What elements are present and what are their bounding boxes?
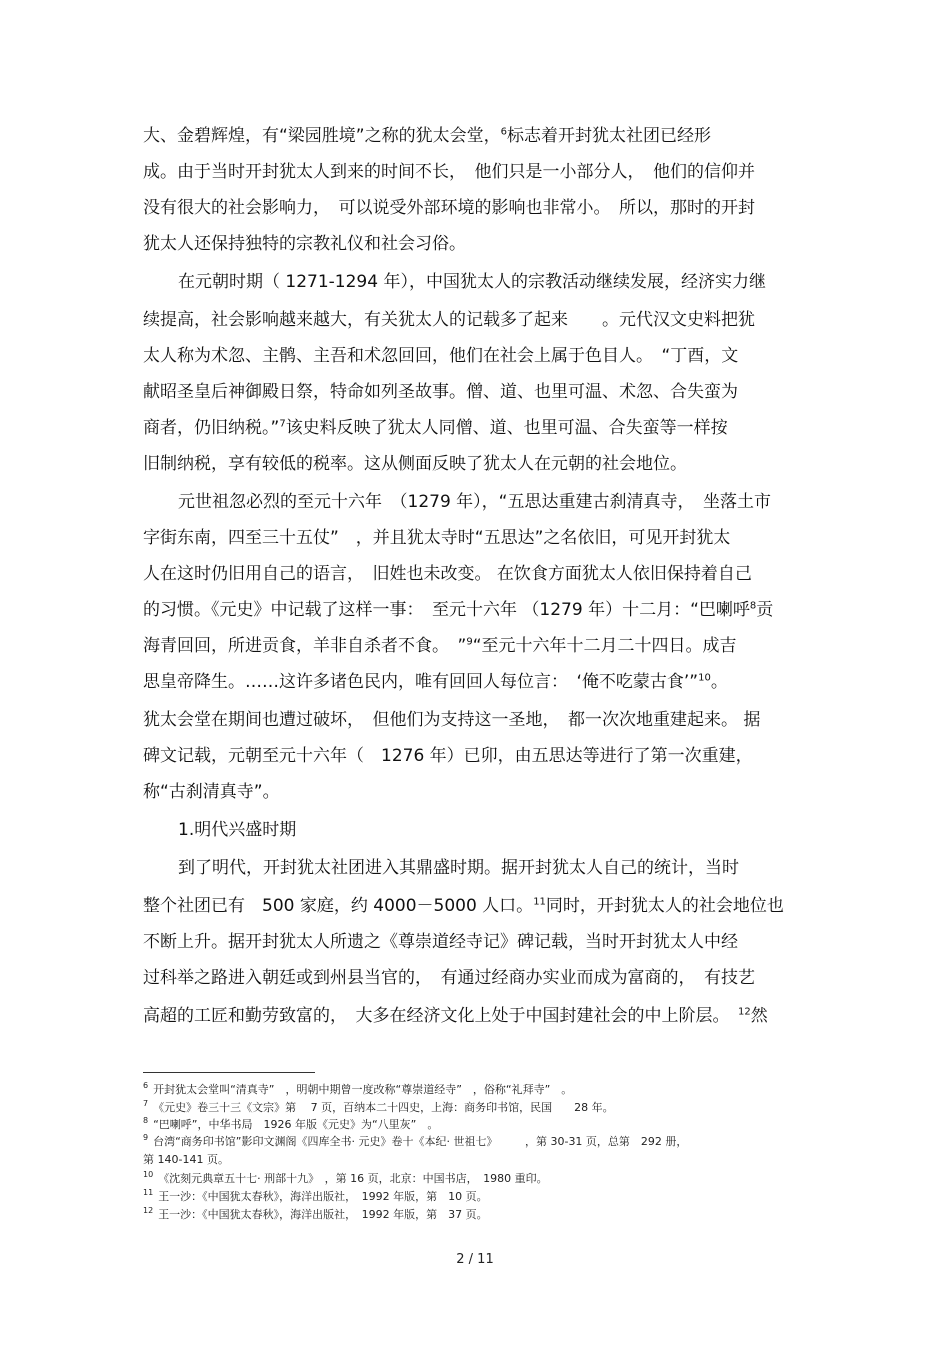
body-line (143, 346, 738, 366)
footnote-text: 开封犹太会堂叫“清真寺” ，明朝中期曾一度改称“尊崇道经寺” ，俗称“礼拜寺” 。 (153, 1083, 573, 1096)
footnote-text: 《沈刻元典章五十七· 刑部十九》 ，第 16 页，北京：中国书店， 1980 重印。 (158, 1172, 548, 1185)
line-text: 成。由于当时开封犹太人到来的时间不长， 他们只是一小部分人， 他们的信仰并 (143, 162, 755, 182)
line-text-after: 贡 (756, 600, 774, 620)
footnote (143, 1153, 229, 1167)
body-line (178, 858, 739, 878)
line-text: 1.明代兴盛时期 (178, 820, 297, 840)
footnote-ref[interactable]: 9 (466, 636, 473, 648)
body-line (143, 126, 711, 146)
body-line (143, 418, 728, 438)
line-text-after: 同时，开封犹太人的社会地位也 (545, 896, 784, 916)
body-line (143, 672, 728, 692)
line-text: 犹太人还保持独特的宗教礼仪和社会习俗。 (143, 234, 466, 254)
footnote-number: 11 (143, 1188, 154, 1198)
footnote-number: 6 (143, 1081, 149, 1091)
footnote (143, 1208, 488, 1222)
body-line (143, 932, 738, 952)
body-line (143, 454, 687, 474)
footnote-text: “巴喇呼”，中华书局 1926 年版《元史》为“八里灰” 。 (153, 1118, 439, 1131)
line-text-after: 该史料反映了犹太人同僧、道、也里可温、合失蛮等一样按 (285, 418, 728, 438)
footnote-text: 台湾“商务印书馆”影印文渊阁《四库全书· 元史》卷十《本纪· 世祖七》 ，第 30-31 页，总第 292 册， (153, 1135, 688, 1148)
footnote-text: 王一沙：《中国犹太春秋》，海洋出版社， 1992 年版，第 10 页。 (158, 1190, 488, 1203)
line-text: 元世祖忽必烈的至元十六年 （1279 年），“五思达重建古刹清真寺， 坐落土市 (178, 492, 771, 512)
line-text: 太人称为术忽、主鹘、主吾和术忽回回，他们在社会上属于色目人。 “丁酉，文 (143, 346, 739, 366)
line-text-after: 然 (750, 1006, 768, 1026)
line-text: 商者，仍旧纳税。” (143, 418, 280, 438)
line-text: 碑文记载，元朝至元十六年（ 1276 年）已卯，由五思达等进行了第一次重建， (143, 746, 753, 766)
footnote-ref[interactable]: 6 (500, 126, 507, 138)
line-text: 旧制纳税，享有较低的税率。这从侧面反映了犹太人在元朝的社会地位。 (143, 454, 687, 474)
body-line (143, 564, 752, 584)
footnote-text: 《元史》卷三十三《文宗》第 7 页，百纳本二十四史，上海：商务印书馆，民国 28 年。 (153, 1101, 614, 1114)
line-text-after: 。 (710, 672, 728, 692)
line-text: 称“古刹清真寺”。 (143, 782, 280, 802)
body-line (178, 492, 771, 512)
line-text: 续提高，社会影响越来越大，有关犹太人的记载多了起来 。元代汉文史料把犹 (143, 310, 755, 330)
body-line (143, 600, 773, 620)
body-line (143, 382, 738, 402)
footnote (143, 1118, 438, 1132)
body-line (143, 710, 760, 730)
body-line (143, 636, 737, 656)
body-line (143, 528, 730, 548)
line-text: 过科举之路进入朝廷或到州县当官的， 有通过经商办实业而成为富商的， 有技艺 (143, 968, 755, 988)
body-line (143, 310, 755, 330)
body-line (143, 782, 280, 802)
body-line (143, 234, 466, 254)
line-text-after: 标志着开封犹太社团已经形 (507, 126, 711, 146)
section-heading (178, 820, 296, 840)
line-text: 字街东南，四至三十五仗” ，并且犹太寺时“五思达”之名依旧，可见开封犹太 (143, 528, 731, 548)
body-line (178, 272, 766, 292)
body-line (143, 746, 753, 766)
line-text: 犹太会堂在期间也遭过破坏， 但他们为支持这一圣地， 都一次次地重建起来。 据 (143, 710, 761, 730)
footnote-number: 12 (143, 1206, 154, 1216)
line-text: 大、金碧辉煌，有“梁园胜境”之称的犹太会堂， (143, 126, 501, 146)
footnote-number: 9 (143, 1133, 149, 1143)
footnote-ref[interactable]: 8 (749, 600, 757, 612)
footnote (143, 1135, 687, 1149)
line-text: 到了明代，开封犹太社团进入其鼎盛时期。据开封犹太人自己的统计，当时 (178, 858, 739, 878)
line-text: 没有很大的社会影响力， 可以说受外部环境的影响也非常小。 所以，那时的开封 (143, 198, 755, 218)
body-line (143, 198, 755, 218)
body-line (143, 162, 755, 182)
line-text: 人在这时仍旧用自己的语言， 旧姓也未改变。 在饮食方面犹太人依旧保持着自己 (143, 564, 752, 584)
line-text: 高超的工匠和勤劳致富的， 大多在经济文化上处于中国封建社会的中上阶层。 (143, 1006, 738, 1026)
footnote (143, 1172, 548, 1186)
line-text: 的习惯。《元史》中记载了这样一事： 至元十六年 （1279 年）十二月：“巴喇呼 (143, 600, 750, 620)
footnote-text: 王一沙：《中国犹太春秋》，海洋出版社， 1992 年版，第 37 页。 (158, 1208, 488, 1221)
footnote-text: 第 140-141 页。 (143, 1153, 229, 1166)
line-text: 海青回回，所进贡食，羊非自杀者不食。 ” (143, 636, 467, 656)
line-text: 整个社团已有 500 家庭，约 4000－5000 人口。 (143, 896, 534, 916)
footnote-ref[interactable]: 12 (738, 1006, 751, 1018)
body-line (143, 896, 784, 916)
line-text-after: “至元十六年十二月二十四日。成吉 (472, 636, 737, 656)
footnote-divider (143, 1072, 315, 1073)
body-line (143, 968, 755, 988)
line-text: 献昭圣皇后神御殿日祭，特命如列圣故事。僧、道、也里可温、术忽、合失蛮为 (143, 382, 738, 402)
footnote-ref[interactable]: 7 (279, 418, 286, 430)
footnote (143, 1190, 488, 1204)
footnote-number: 8 (143, 1116, 149, 1126)
line-text: 不断上升。据开封犹太人所遗之《尊崇道经寺记》碑记载，当时开封犹太人中经 (143, 932, 738, 952)
body-line (143, 1006, 768, 1026)
footnote (143, 1101, 614, 1115)
footnote-ref[interactable]: 10 (698, 672, 711, 684)
footnote-ref[interactable]: 11 (533, 896, 546, 908)
footnote (143, 1083, 572, 1097)
line-text: 在元朝时期（ 1271-1294 年），中国犹太人的宗教活动继续发展，经济实力继 (178, 272, 766, 292)
page-number: 2 / 11 (456, 1252, 494, 1267)
footnote-number: 7 (143, 1099, 149, 1109)
footnote-number: 10 (143, 1170, 154, 1180)
line-text: 思皇帝降生。……这许多诸色民内，唯有回回人每位言： ‘俺不吃蒙古食’” (143, 672, 699, 692)
